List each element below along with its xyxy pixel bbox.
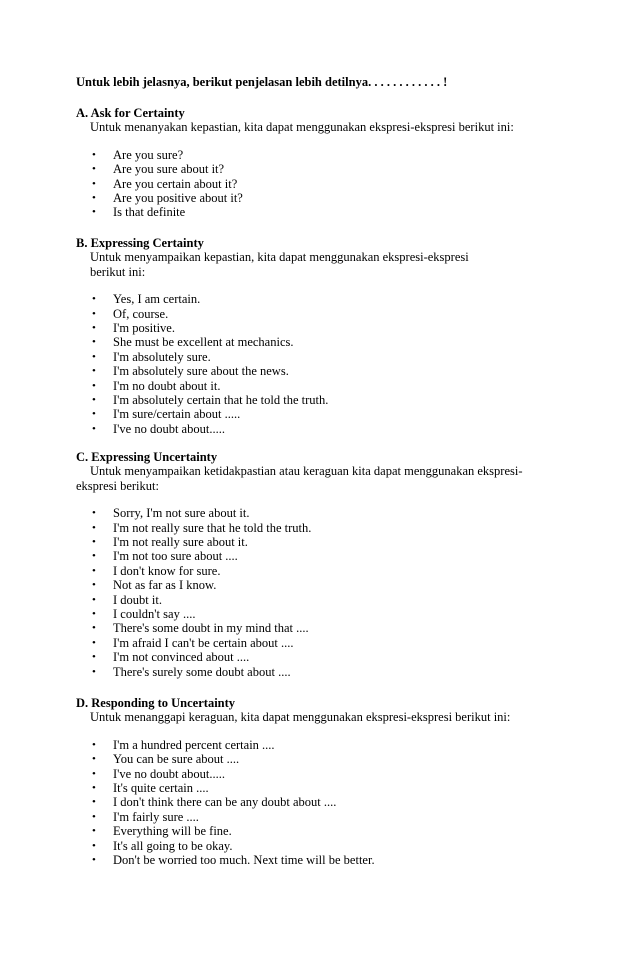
list-item: • I've no doubt about.....: [92, 766, 225, 781]
list-item: • I'm positive.: [92, 321, 175, 336]
bullet-icon: •: [92, 163, 96, 176]
section-expressing-certainty: [76, 236, 546, 436]
list-item: • She must be excellent at mechanics.: [92, 335, 294, 350]
list-item: • I'm fairly sure ....: [92, 809, 199, 824]
bullet-icon: •: [92, 579, 96, 592]
bullet-icon: •: [92, 521, 96, 534]
section-description-line2: berikut ini:: [90, 264, 146, 279]
bullet-icon: •: [92, 408, 96, 421]
bullet-icon: •: [92, 810, 96, 823]
bullet-icon: •: [92, 365, 96, 378]
bullet-icon: •: [92, 651, 96, 664]
list-item: • Are you sure?: [92, 147, 184, 162]
intro-text: Untuk lebih jelasnya, berikut penjelasan lebih detilnya. . . . . . . . . . . . !: [76, 75, 448, 89]
list-item: • Don't be worried too much. Next time will be better.: [92, 853, 375, 868]
list-item: • Everything will be fine.: [92, 824, 232, 839]
bullet-icon: •: [92, 608, 96, 621]
section-description-line1: Untuk menyampaikan kepastian, kita dapat menggunakan ekspresi-ekspresi: [90, 250, 469, 265]
bullet-icon: •: [92, 738, 96, 751]
list-item: • I'm a hundred percent certain ....: [92, 737, 275, 752]
bullet-icon: •: [92, 322, 96, 335]
list-item: • Yes, I am certain.: [92, 292, 201, 307]
section-heading: D. Responding to Uncertainty: [76, 696, 236, 710]
bullet-icon: •: [92, 665, 96, 678]
expression-list: [76, 148, 546, 220]
list-item: • There's some doubt in my mind that ....: [92, 621, 309, 636]
list-item: • I doubt it.: [92, 592, 162, 607]
bullet-icon: •: [92, 422, 96, 435]
bullet-icon: •: [92, 593, 96, 606]
bullet-icon: •: [92, 293, 96, 306]
bullet-icon: •: [92, 307, 96, 320]
list-item: • Are you positive about it?: [92, 191, 243, 206]
bullet-icon: •: [92, 206, 96, 219]
bullet-icon: •: [92, 782, 96, 795]
section-heading: B. Expressing Certainty: [76, 236, 204, 250]
list-item: • I don't think there can be any doubt about ....: [92, 795, 337, 810]
bullet-icon: •: [92, 379, 96, 392]
list-item: • I don't know for sure.: [92, 563, 221, 578]
bullet-icon: •: [92, 536, 96, 549]
bullet-icon: •: [92, 507, 96, 520]
bullet-icon: •: [92, 336, 96, 349]
bullet-icon: •: [92, 622, 96, 635]
section-expressing-uncertainty: [76, 450, 546, 679]
list-item: • There's surely some doubt about ....: [92, 664, 291, 679]
list-item: • I'm not too sure about ....: [92, 549, 238, 564]
bullet-icon: •: [92, 192, 96, 205]
list-item: • I'm not really sure that he told the truth.: [92, 520, 312, 535]
list-item: • It's quite certain ....: [92, 781, 209, 796]
list-item: • I've no doubt about.....: [92, 421, 225, 436]
bullet-icon: •: [92, 796, 96, 809]
list-item: • Not as far as I know.: [92, 578, 217, 593]
list-item: • I'm absolutely certain that he told the truth.: [92, 393, 329, 408]
bullet-icon: •: [92, 839, 96, 852]
bullet-icon: •: [92, 148, 96, 161]
section-description: Untuk menanyakan kepastian, kita dapat menggunakan ekspresi-ekspresi berikut ini:: [90, 120, 514, 135]
list-item: • Are you sure about it?: [92, 162, 225, 177]
list-item: • Is that definite: [92, 205, 186, 220]
list-item: • Are you certain about it?: [92, 176, 238, 191]
list-item: • You can be sure about ....: [92, 752, 240, 767]
bullet-icon: •: [92, 636, 96, 649]
bullet-icon: •: [92, 350, 96, 363]
list-item: • Sorry, I'm not sure about it.: [92, 506, 250, 521]
list-item: • I'm afraid I can't be certain about ....: [92, 635, 294, 650]
list-item: • Of, course.: [92, 306, 169, 321]
bullet-icon: •: [92, 564, 96, 577]
bullet-icon: •: [92, 767, 96, 780]
list-item: • I'm no doubt about it.: [92, 378, 221, 393]
list-item: • It's all going to be okay.: [92, 838, 233, 853]
section-responding-to-uncertainty: [76, 696, 546, 867]
section-description: Untuk menanggapi keraguan, kita dapat menggunakan ekspresi-ekspresi berikut ini:: [90, 710, 511, 725]
bullet-icon: •: [92, 825, 96, 838]
expression-list: [76, 292, 546, 436]
list-item: • I'm absolutely sure about the news.: [92, 364, 289, 379]
section-ask-for-certainty: [76, 106, 546, 220]
list-item: • I'm absolutely sure.: [92, 349, 211, 364]
section-heading: A. Ask for Certainty: [76, 106, 185, 120]
section-heading: C. Expressing Uncertainty: [76, 450, 218, 464]
expression-list: [76, 738, 546, 868]
list-item: • I couldn't say ....: [92, 607, 196, 622]
list-item: • I'm not really sure about it.: [92, 535, 248, 550]
list-item: • I'm not convinced about ....: [92, 650, 250, 665]
list-item: • I'm sure/certain about .....: [92, 407, 241, 422]
bullet-icon: •: [92, 394, 96, 407]
bullet-icon: •: [92, 854, 96, 867]
bullet-icon: •: [92, 550, 96, 563]
expression-list: [76, 506, 546, 679]
section-description: Untuk menyampaikan ketidakpastian atau keraguan kita dapat menggunakan ekspresi-ekspresi berikut:: [76, 464, 523, 493]
bullet-icon: •: [92, 177, 96, 190]
bullet-icon: •: [92, 753, 96, 766]
